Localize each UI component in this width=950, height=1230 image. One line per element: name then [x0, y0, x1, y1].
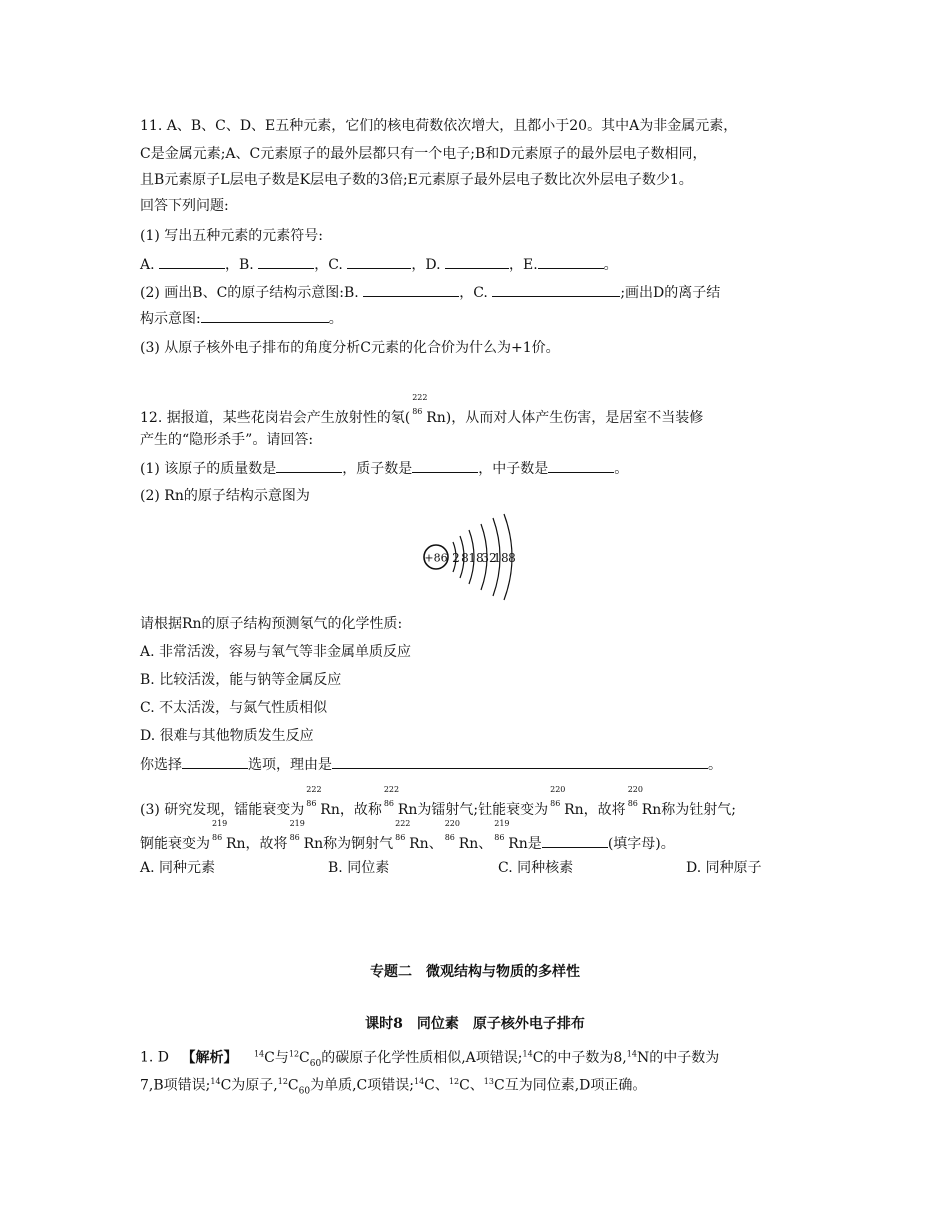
label-d: ，D. — [411, 257, 441, 273]
isotope-220-86 — [548, 785, 566, 814]
q11-line-2: C是金属元素;A、C元素原子的最外层都只有一个电子;B和D元素原子的最外层电子数相同， — [140, 146, 707, 162]
q12-part1 — [140, 458, 628, 479]
q12-option-b[interactable]: B. 比较活泼，能与钠等金属反应 — [140, 672, 342, 688]
label-b: ，B. — [225, 257, 254, 273]
atomic-number: 86 — [444, 833, 455, 842]
answer-blank-c[interactable] — [347, 254, 411, 269]
sub-60: 60 — [309, 1058, 322, 1069]
text: 7,B项错误; — [140, 1077, 211, 1094]
period: 。 — [603, 257, 618, 273]
text: C的中子数为8, — [532, 1049, 627, 1066]
isotope-222-86 — [382, 785, 400, 814]
mass-12: 12 — [448, 1077, 460, 1086]
text: 锕能衰变为 — [140, 836, 210, 852]
mass-number: 222 — [383, 785, 400, 794]
text: Rn，故称 — [320, 802, 382, 818]
text: Rn称为锕射气 — [303, 836, 394, 852]
lesson-title: 课时8 同位素 原子核外电子排布 — [365, 1016, 585, 1032]
q11-part2-text-d: ;画出D的离子结 — [620, 285, 721, 301]
choose-label: 你选择 — [140, 757, 182, 773]
answer-blank-proton[interactable] — [412, 458, 478, 473]
shell-electrons-6: 8 — [508, 551, 516, 565]
mass-14: 14 — [626, 1049, 637, 1058]
q11-part2-cont — [140, 308, 343, 329]
q11-line-3: 且B元素原子L层电子数是K层电子数的3倍;E元素原子最外层电子数比次外层电子数少1。 — [140, 172, 693, 188]
atomic-number: 86 — [494, 833, 505, 842]
atomic-number: 86 — [395, 833, 406, 842]
period: 。 — [614, 461, 629, 477]
sub-60: 60 — [298, 1086, 311, 1097]
shell-electrons-5: 18 — [493, 551, 509, 565]
q12-part3-line1 — [140, 785, 736, 820]
atomic-number: 86 — [289, 833, 300, 842]
topic-title: 专题二 微观结构与物质的多样性 — [370, 964, 580, 980]
mass-number: 222 — [412, 393, 428, 402]
q11-part2 — [140, 282, 720, 303]
answer-blank-mass[interactable] — [276, 458, 342, 473]
nucleus-charge: +86 — [424, 551, 448, 565]
period: 。 — [708, 757, 722, 773]
mass-number: 222 — [306, 785, 322, 794]
answer-blank-choice[interactable] — [182, 754, 248, 769]
mass-13: 13 — [483, 1077, 494, 1086]
q12-predict: 请根据Rn的原子结构预测氡气的化学性质: — [140, 616, 403, 632]
text: Rn为镭射气;钍能衰变为 — [397, 802, 549, 818]
atomic-number: 86 — [383, 799, 395, 808]
text: Rn是 — [508, 836, 542, 852]
mass-12: 12 — [277, 1077, 288, 1086]
answer-1-line2 — [140, 1072, 646, 1101]
rn-symbol: Rn — [458, 836, 479, 852]
answer-blank-a[interactable] — [159, 254, 225, 269]
text: 的碳原子化学性质相似,A项错误; — [321, 1049, 523, 1066]
analysis-tag: 【解析】 — [181, 1049, 238, 1066]
text: C与 — [264, 1049, 289, 1066]
q11-part1: (1) 写出五种元素的元素符号: — [140, 228, 323, 244]
q11-line-1: 11. A、B、C、D、E五种元素，它们的核电荷数依次增大，且都小于20。其中A为非金属元素， — [140, 118, 738, 134]
atomic-number: 86 — [627, 799, 638, 808]
mass-number: 220 — [550, 785, 566, 794]
shell-electrons-1: 2 — [452, 551, 460, 565]
shell-electrons-2: 8 — [461, 551, 469, 565]
q12-intro — [140, 393, 704, 428]
text: N的中子数为 — [636, 1049, 720, 1066]
q12-option-d[interactable]: D. 很难与其他物质发生反应 — [140, 728, 314, 744]
q11-part1-answers — [140, 254, 618, 275]
proton-label: ，质子数是 — [342, 461, 413, 477]
q11-part2-text-c: ，C. — [459, 285, 488, 301]
q12-part3-option-c[interactable]: C. 同种核素 — [498, 860, 574, 876]
answer-1-line1 — [140, 1044, 719, 1073]
q12-part3-line2 — [140, 819, 675, 854]
isotope-219-86 — [492, 819, 510, 848]
q11-part2-text-ion: 构示意图: — [140, 311, 201, 327]
q12-intro-text: 12. 据报道，某些花岗岩会产生放射性的氡( — [140, 410, 411, 426]
atomic-number: 86 — [550, 799, 561, 808]
mass-12: 12 — [288, 1049, 300, 1058]
isotope-220-86 — [443, 819, 460, 848]
text: 为单质,C项错误; — [310, 1077, 414, 1094]
text: (填字母)。 — [607, 836, 675, 852]
mass-number: 219 — [212, 819, 228, 828]
mass-14: 14 — [522, 1049, 533, 1058]
q12-part3-option-a[interactable]: A. 同种元素 — [140, 860, 216, 876]
answer-blank-letter[interactable] — [542, 833, 608, 848]
label-e: ，E. — [508, 257, 538, 273]
mass-14: 14 — [210, 1077, 221, 1086]
q11-part3: (3) 从原子核外电子排布的角度分析C元素的化合价为什么为+1价。 — [140, 340, 560, 356]
answer-blank-b[interactable] — [258, 254, 314, 269]
separator: 、 — [428, 836, 443, 852]
q12-part3-option-b[interactable]: B. 同位素 — [328, 860, 390, 876]
text: Rn称为钍射气; — [641, 802, 736, 818]
q12-part3-option-d[interactable]: D. 同种原子 — [686, 860, 762, 876]
q12-intro-text-2: Rn)，从而对人体产生伤害，是居室不当装修 — [426, 410, 704, 426]
answer-blank-c-diagram[interactable] — [492, 282, 620, 297]
answer-blank-d-ion[interactable] — [201, 308, 329, 323]
neutron-label: ，中子数是 — [478, 461, 549, 477]
text: C为原子, — [220, 1077, 278, 1094]
rn-symbol: Rn — [409, 836, 429, 852]
answer-blank-d[interactable] — [445, 254, 509, 269]
separator: 、 — [478, 836, 493, 852]
isotope-219-86 — [288, 819, 305, 848]
mass-14: 14 — [413, 1077, 425, 1086]
text: C互为同位素,D项正确。 — [493, 1077, 647, 1094]
answer-blank-neutron[interactable] — [548, 458, 614, 473]
text: C、 — [459, 1077, 484, 1094]
q12-option-a[interactable]: A. 非常活泼，容易与氧气等非金属单质反应 — [140, 644, 412, 660]
answer-blank-reason[interactable] — [332, 754, 708, 769]
q12-choose — [140, 754, 722, 775]
text: C — [299, 1049, 310, 1066]
shell-electrons-3: 18 — [468, 551, 484, 565]
text: (3) 研究发现，镭能衰变为 — [140, 802, 305, 818]
mass-14: 14 — [253, 1049, 265, 1058]
answer-blank-b-diagram[interactable] — [363, 282, 459, 297]
label-c: ，C. — [314, 257, 343, 273]
isotope-219-86 — [210, 819, 228, 848]
label-a: A. — [140, 257, 155, 273]
atomic-number: 86 — [306, 799, 317, 808]
isotope-222-86 — [410, 393, 428, 422]
shell-electrons-4: 32 — [481, 551, 497, 565]
isotope-220-86 — [626, 785, 643, 814]
q11-line-4: 回答下列问题: — [140, 198, 229, 214]
mass-number: 219 — [494, 819, 510, 828]
period: 。 — [328, 311, 343, 327]
rn-atomic-structure-diagram — [418, 512, 538, 604]
reason-label: 选项，理由是 — [248, 757, 332, 773]
text: C、 — [424, 1077, 449, 1094]
isotope-222-86 — [304, 785, 322, 814]
mass-number: 219 — [289, 819, 305, 828]
text: Rn，故将 — [226, 836, 288, 852]
q12-part2: (2) Rn的原子结构示意图为 — [140, 488, 310, 504]
mass-number-label: (1) 该原子的质量数是 — [140, 461, 277, 477]
isotope-222-86 — [393, 819, 411, 848]
q11-part2-text: (2) 画出B、C的原子结构示意图:B. — [140, 285, 359, 301]
atomic-number: 86 — [412, 407, 423, 416]
text: C — [287, 1077, 299, 1094]
answer-blank-e[interactable] — [538, 254, 604, 269]
q12-intro-2: 产生的“隐形杀手”。请回答: — [140, 432, 314, 448]
atomic-number: 86 — [212, 833, 223, 842]
text: Rn，故将 — [564, 802, 626, 818]
q12-option-c[interactable]: C. 不太活泼，与氮气性质相似 — [140, 700, 328, 716]
answer-number: 1. D — [140, 1049, 170, 1066]
mass-number: 222 — [395, 819, 411, 828]
mass-number: 220 — [444, 819, 460, 828]
mass-number: 220 — [627, 785, 643, 794]
